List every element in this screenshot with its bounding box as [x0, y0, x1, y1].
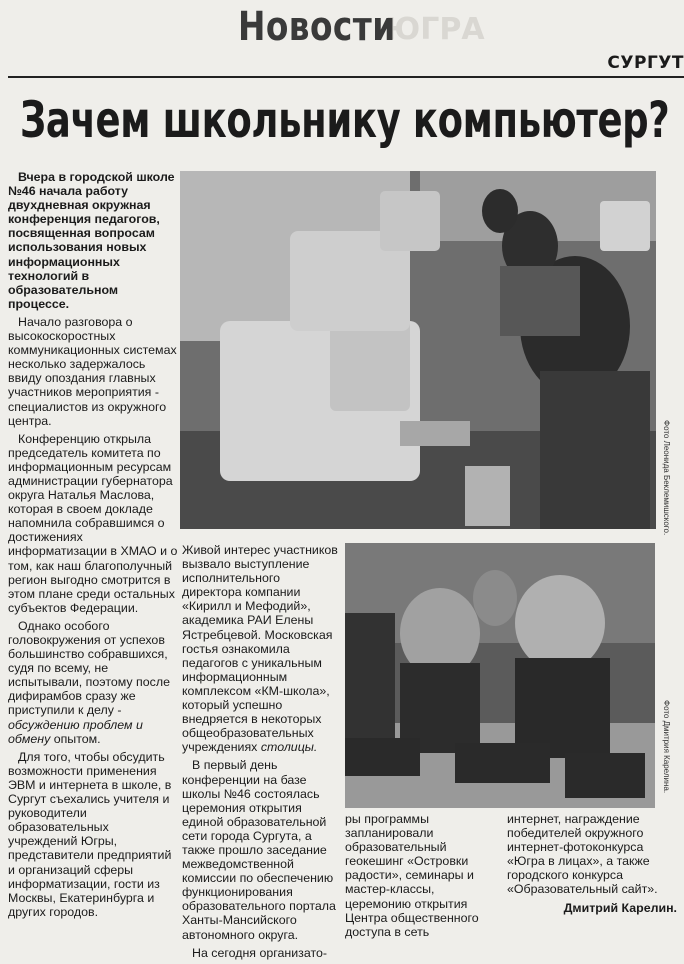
paragraph-5: [182, 543, 342, 754]
photo-credit-2: Фото Дмитрия Карелина.: [662, 700, 671, 794]
photo-computer-class: [180, 171, 656, 529]
paragraph-2: Конференцию открыла председатель комитета по информационным ресурсам администрации губернатора округа Наталья Маслова, которая в своем докладе напомнила собравшимся о достижениях информатизации в ХМАО и о том, как наш благополучный регион выгодно смотрится в этом плане среди остальных субъектов Федерации.: [8, 431, 178, 615]
lead-paragraph: Вчера в городской школе №46 начала работу двухдневная окружная конференция педагогов, посвященная вопросам использования новых информационных технологий в образовательном процессе.: [8, 170, 175, 311]
article-headline: Зачем школьнику компьютер?: [20, 91, 670, 149]
paragraph-4: Для того, чтобы обсудить возможности применения ЭВМ и интернета в школе, в Сургут съехались учителя и руководители образовательных учреждений Югры, представители предприятий и организаций сферы информатизации, гости из Москвы, Екатеринбурга и других городов.: [8, 749, 172, 919]
masthead-ghost-text: ЮГРА: [385, 12, 485, 47]
column-2: [182, 543, 342, 964]
paragraph-6: В первый день конференции на базе школы №46 состоялась церемония открытия единой образовательной сети города Сургута, а также прошло заседание межведомственной комиссии по обеспечению функционирования образовательного портала Ханты-Мансийского автономного округа.: [182, 758, 336, 942]
paragraph-3: [8, 619, 178, 746]
photo-conference-image: [345, 543, 655, 808]
column-1: [8, 170, 178, 923]
paragraph-3-c: опытом.: [50, 731, 101, 746]
paragraph-3-a: Однако особого головокружения от успехов большинство собравшихся, судя по всему, не испытывали, поэтому после дифирамбов сразу же приступили к делу -: [8, 618, 170, 718]
column-3: [345, 812, 498, 943]
column-4: [507, 812, 677, 919]
photo-computer-class-image: [180, 171, 656, 529]
photo-credit-1: Фото Леонида Беклемишского.: [662, 420, 671, 536]
paragraph-7-start: На сегодня организато-: [192, 945, 327, 960]
paragraph-1: Начало разговора о высокоскоростных коммуникационных системах несколько задержалось ввиду опоздания главных участников мероприятия - специалистов из окружного центра.: [8, 314, 177, 428]
paragraph-5-b: столицы.: [260, 740, 318, 755]
paragraph-5-a: Живой интерес участников вызвало выступление исполнительного директора компании «Кирилл и Мефодий», академика РАИ Елены Ястребцевой. Московская гостья ознакомила педагогов с уникальным информационным комплексом «КМ-школа», который успешно внедряется в некоторых общеобразовательных учреждениях: [182, 543, 338, 755]
section-title: Новости: [238, 4, 396, 50]
paragraph-3-b: обсуждению проблем и обмену: [8, 717, 143, 746]
city-label: СУРГУТ: [607, 53, 684, 73]
header-rule: [8, 76, 684, 78]
paragraph-7-middle: ры программы запланировали образовательный геокешинг «Островки радости», семинары и мастер-классы, церемонию открытия Центра общественного доступа в сеть: [345, 812, 479, 939]
author-signature: Дмитрий Карелин.: [563, 900, 677, 915]
photo-conference: [345, 543, 655, 808]
paragraph-7-end: интернет, награждение победителей окружного интернет-фотоконкурса «Югра в лицах», а также городского конкурса «Образовательный сайт».: [507, 812, 658, 897]
